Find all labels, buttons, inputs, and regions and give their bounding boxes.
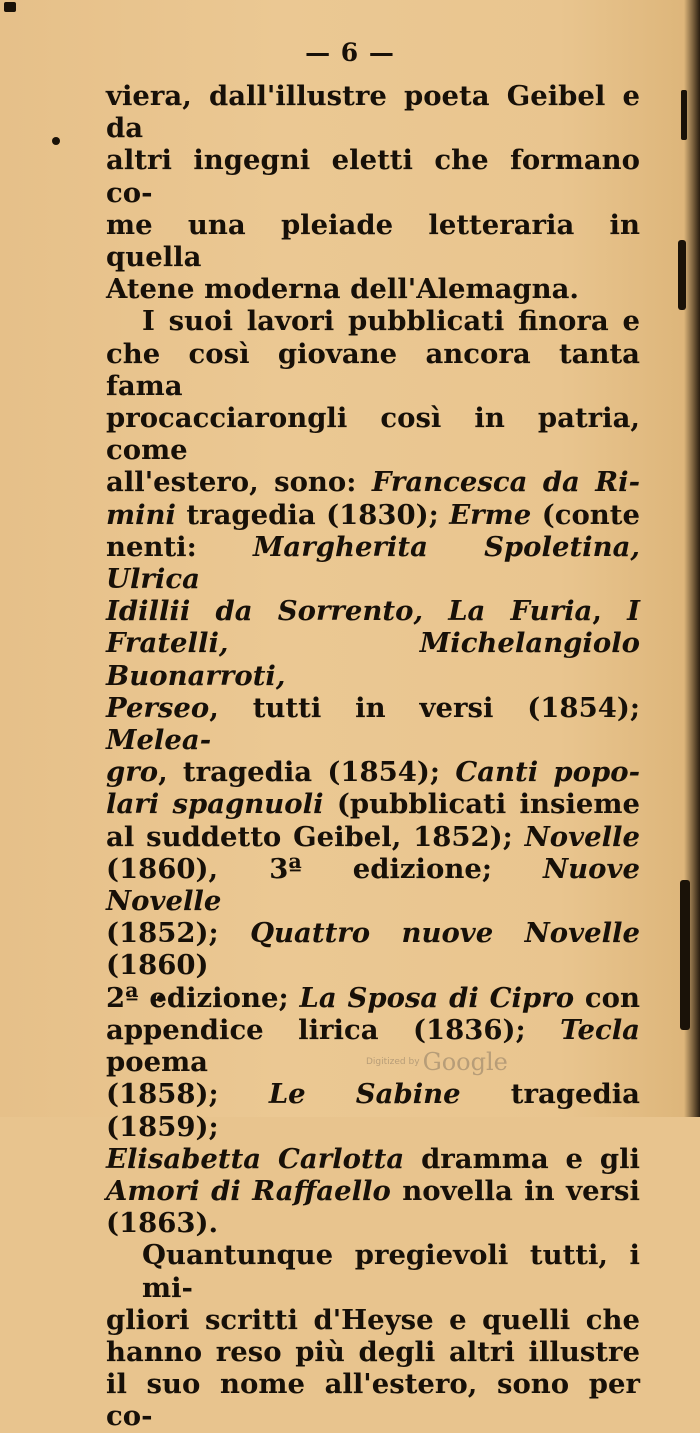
text-run: I suoi lavori pubblicati finora e <box>142 305 640 338</box>
text-line <box>106 1207 640 1239</box>
text-run: nenti: <box>106 530 253 563</box>
text-run: viera, dall'illustre poeta Geibel e da <box>106 80 640 145</box>
ink-speck <box>680 880 690 1030</box>
text-line <box>106 595 640 627</box>
text-run: novella in versi <box>390 1174 640 1207</box>
italic-title: Erme <box>449 498 532 531</box>
italic-title: Canti popo- <box>455 756 640 789</box>
text-line <box>106 1239 640 1303</box>
italic-title: Nuove Novelle <box>106 852 640 918</box>
text-run: tragedia (1830); <box>176 498 450 531</box>
text-line <box>106 144 640 208</box>
text-run: (1852); <box>106 917 251 950</box>
text-line <box>106 80 640 144</box>
text-line <box>106 531 640 595</box>
text-line <box>106 627 640 691</box>
ink-speck <box>52 137 60 145</box>
italic-title: Perseo <box>106 691 210 724</box>
text-run: (pubblicati insieme <box>323 788 641 821</box>
text-line <box>106 305 640 337</box>
italic-title: gro <box>106 756 159 789</box>
text-line <box>106 917 640 981</box>
italic-title: Fratelli, Michelangiolo Buonarroti, <box>106 627 640 692</box>
text-line <box>106 853 640 917</box>
italic-title: Quattro nuove Novelle <box>250 917 640 950</box>
text-line <box>106 1304 640 1336</box>
text-run: all'estero, sono: <box>106 466 372 499</box>
italic-title: Francesca da Ri- <box>371 466 640 499</box>
text-line <box>106 209 640 273</box>
text-run: il suo nome all'estero, sono per co- <box>106 1368 640 1433</box>
text-run: con <box>574 981 640 1014</box>
digitized-watermark <box>366 1048 508 1076</box>
text-run: che così giovane ancora tanta fama <box>106 337 640 402</box>
text-line <box>106 499 640 531</box>
text-run: altri ingegni eletti che formano co- <box>106 144 640 209</box>
text-line <box>106 466 640 498</box>
italic-title: Novelle <box>524 820 640 853</box>
italic-title: I <box>627 595 640 628</box>
page-number: — 6 — <box>305 38 395 67</box>
text-run: Quantunque pregievoli tutti, i mi- <box>142 1239 640 1304</box>
text-line <box>106 756 640 788</box>
text-line <box>106 1078 640 1142</box>
text-run: , tragedia (1854); <box>158 756 456 789</box>
italic-title: Idillii da Sorrento, La Furia <box>106 595 593 628</box>
text-run: , <box>592 595 628 628</box>
text-run: (1860) <box>106 949 209 982</box>
text-run: al suddetto Geibel, 1852); <box>106 820 525 853</box>
text-line <box>106 338 640 402</box>
text-run: (conte <box>531 498 640 531</box>
ink-speck <box>4 2 16 12</box>
text-run: poema <box>106 1046 208 1079</box>
text-run: gliori scritti d'Heyse e quelli che <box>106 1303 640 1336</box>
text-line <box>106 692 640 756</box>
italic-title: Melea- <box>106 724 212 757</box>
text-line <box>106 1175 640 1207</box>
italic-title: Tecla <box>560 1013 640 1046</box>
text-line <box>106 1143 640 1175</box>
watermark-small-text: Digitized by <box>366 1057 420 1067</box>
text-run: , tutti in versi (1854); <box>209 691 640 724</box>
ink-speck <box>681 90 687 140</box>
text-line <box>106 402 640 466</box>
italic-title: lari spagnuoli <box>106 788 324 821</box>
italic-title: mini <box>106 498 176 531</box>
text-run: (1860), 3ª edizione; <box>106 852 544 885</box>
text-run: hanno reso più degli altri illustre <box>106 1335 640 1368</box>
text-line <box>106 982 640 1014</box>
text-run: tragedia (1859); <box>106 1078 640 1143</box>
google-logo: Google <box>422 1048 508 1076</box>
italic-title: Margherita Spoletina, Ulrica <box>106 530 640 596</box>
body-text <box>106 80 640 1433</box>
text-line <box>106 1368 640 1432</box>
ink-speck <box>678 240 686 310</box>
text-run: 2ª edizione; <box>106 981 300 1014</box>
italic-title: La Sposa di Cipro <box>299 981 575 1014</box>
text-run: (1863). <box>106 1207 219 1240</box>
text-line <box>106 788 640 820</box>
italic-title: Elisabetta Carlotta <box>106 1142 405 1175</box>
text-run: appendice lirica (1836); <box>106 1013 561 1046</box>
text-run: me una pleiade letteraria in quella <box>106 208 640 274</box>
text-run: dramma e gli <box>404 1142 641 1175</box>
text-line <box>106 1336 640 1368</box>
italic-title: Amori di Raffaello <box>106 1174 391 1207</box>
text-line <box>106 273 640 305</box>
text-run: procacciarongli così in patria, come <box>106 402 640 467</box>
italic-title: Le Sabine <box>268 1078 461 1111</box>
text-run: (1858); <box>106 1078 269 1111</box>
text-line <box>106 821 640 853</box>
text-run: Atene moderna dell'Alemagna. <box>106 273 580 306</box>
